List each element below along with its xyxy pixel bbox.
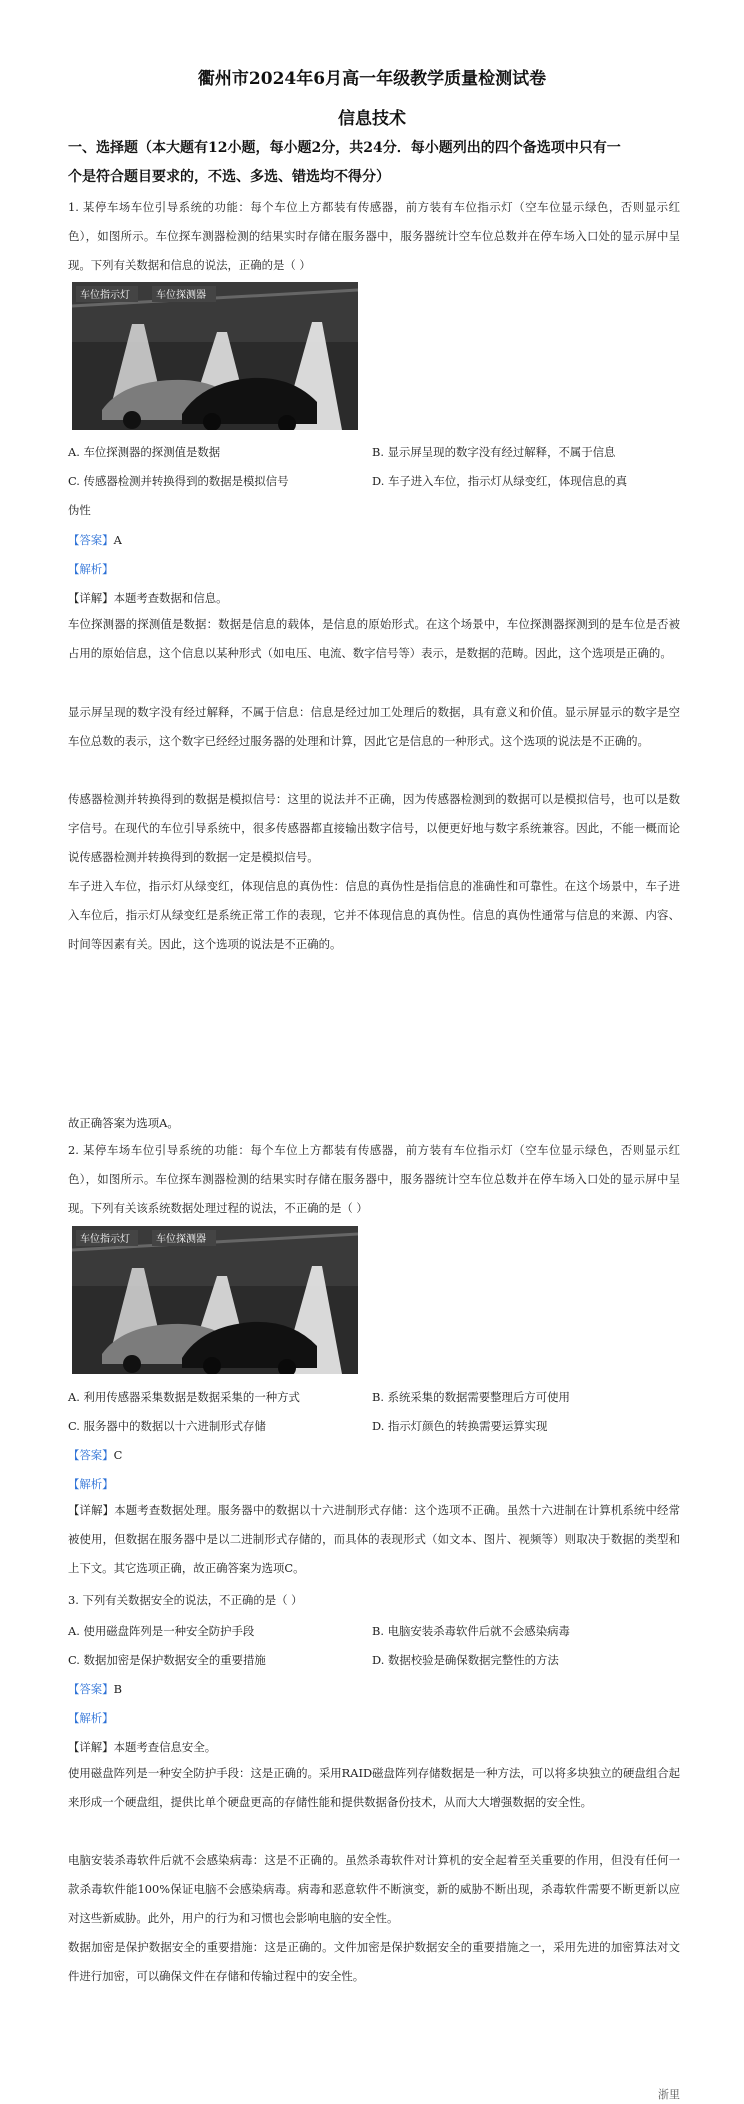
q3-answer [68,1679,122,1699]
q2-parking-illustration [72,1226,358,1374]
q1-option-d: D. 车子进入车位，指示灯从绿变红，体现信息的真 [372,474,628,488]
q1-answer-value: A [113,533,122,547]
q3-explanation-3: 数据加密是保护数据安全的重要措施：这是正确的。文件加密是保护数据安全的重要措施之一，采用先进的加密算法对文件进行加密，可以确保文件在存储和传输过程中的安全性。 [68,1940,680,1983]
q1-conclusion: 故正确答案为选项A。 [68,1116,179,1130]
q1-detail-label: 【详解】 [68,591,114,605]
q3-answer-label: 【答案】 [68,1682,114,1696]
footer-corner-text: 浙里 [658,2088,680,2101]
q1-option-d-cont: 伪性 [68,503,91,517]
q3-analysis-label: 【解析】 [68,1711,114,1725]
q1-analysis-label: 【解析】 [68,562,114,576]
q1-answer [68,530,122,550]
q3-option-b: B. 电脑安装杀毒软件后就不会感染病毒 [372,1624,570,1638]
q2-parking-figure [72,1226,358,1374]
q2-detail [68,1496,680,1583]
q3-option-a: A. 使用磁盘阵列是一种安全防护手段 [68,1624,255,1638]
q1-explanation-2: 显示屏呈现的数字没有经过解释，不属于信息：信息是经过加工处理后的数据，具有意义和价值。显示屏显示的数字是空车位总数的表示，这个数字已经经过服务器的处理和计算，因此它是信息的一种形式。这个选项的说法是不正确的。 [68,705,680,748]
q1-answer-label: 【答案】 [68,533,114,547]
q2-answer-value: C [113,1448,123,1462]
q3-option-d: D. 数据校验是确保数据完整性的方法 [372,1653,559,1667]
q2-answer [68,1445,122,1465]
q1-option-c: C. 传感器检测并转换得到的数据是模拟信号 [68,474,289,488]
q1-figure-label-indicator: 车位指示灯 [80,290,130,301]
section-heading-line2: 个是符合题目要求的，不选、多选、错选均不得分） [68,169,390,185]
q2-option-b: B. 系统采集的数据需要整理后方可使用 [372,1390,570,1404]
q1-option-a: A. 车位探测器的探测值是数据 [68,445,221,459]
q3-explanation-2: 电脑安装杀毒软件后就不会感染病毒：这是不正确的。虽然杀毒软件对计算机的安全起着至关重要的作用，但没有任何一款杀毒软件能100%保证电脑不会感染病毒。病毒和恶意软件不断演变，新的威胁不断出现，杀毒软件需要不断更新以应对这些新威胁。此外，用户的行为和习惯也会影响电脑的安全性。 [68,1853,680,1925]
section-heading [68,134,688,192]
q3-detail [68,1737,216,1757]
q1-figure-label-detector: 车位探测器 [156,290,206,301]
q2-figure-label-indicator: 车位指示灯 [80,1234,130,1245]
q2-detail-label: 【详解】 [68,1503,115,1517]
q2-option-d: D. 指示灯颜色的转换需要运算实现 [372,1419,548,1433]
q1-stem: 1. 某停车场车位引导系统的功能：每个车位上方都装有传感器，前方装有车位指示灯（空车位显示绿色，否则显示红色），如图所示。车位探车测器检测的结果实时存储在服务器中，服务器统计空车位总数并在停车场入口处的显示屏中呈现。下列有关数据和信息的说法，正确的是（ ） [68,200,680,272]
page-subtitle: 信息技术 [338,109,406,129]
q3-option-c: C. 数据加密是保护数据安全的重要措施 [68,1653,266,1667]
q1-parking-figure [72,282,358,430]
q3-explanation-1: 使用磁盘阵列是一种安全防护手段：这是正确的。采用RAID磁盘阵列存储数据是一种方法，可以将多块独立的硬盘组合起来形成一个硬盘组，提供比单个硬盘更高的存储性能和提供数据备份技术，从而大大增强数据的安全性。 [68,1766,680,1809]
q3-stem: 3. 下列有关数据安全的说法，不正确的是（ ） [68,1593,303,1607]
q1-option-b: B. 显示屏呈现的数字没有经过解释，不属于信息 [372,445,616,459]
q3-answer-value: B [113,1682,122,1696]
q1-explanation-3: 传感器检测并转换得到的数据是模拟信号：这里的说法并不正确，因为传感器检测到的数据可以是模拟信号，也可以是数字信号。在现代的车位引导系统中，很多传感器都直接输出数字信号，以便更好地与数字系统兼容。因此，不能一概而论说传感器检测并转换得到的数据一定是模拟信号。 [68,792,680,864]
q2-option-c: C. 服务器中的数据以十六进制形式存储 [68,1419,266,1433]
q2-figure-label-detector: 车位探测器 [156,1234,206,1245]
q1-detail [68,588,228,608]
section-heading-line1: 一、选择题（本大题有12小题，每小题2分，共24分．每小题列出的四个备选项中只有一 [68,140,621,156]
q1-parking-illustration [72,282,358,430]
q1-explanation-1: 车位探测器的探测值是数据：数据是信息的载体，是信息的原始形式。在这个场景中，车位探测器探测到的是车位是否被占用的原始信息，这个信息以某种形式（如电压、电流、数字信号等）表示，是数据的范畴。因此，这个选项是正确的。 [68,617,680,660]
page-title: 衢州市2024年6月高一年级教学质量检测试卷 [197,69,547,89]
q1-detail-text: 本题考查数据和信息。 [113,591,228,605]
q2-option-a: A. 利用传感器采集数据是数据采集的一种方式 [68,1390,300,1404]
q2-detail-text: 本题考查数据处理。服务器中的数据以十六进制形式存储：这个选项不正确。虽然十六进制在计算机系统中经常被使用，但数据在服务器中是以二进制形式存储的，而具体的表现形式（如文本、图片、视频等）则取决于数据的类型和上下文。其它选项正确，故正确答案为选项C。 [68,1503,680,1575]
q1-explanation-4: 车子进入车位，指示灯从绿变红，体现信息的真伪性：信息的真伪性是指信息的准确性和可靠性。在这个场景中，车子进入车位后，指示灯从绿变红是系统正常工作的表现，它并不体现信息的真伪性。信息的真伪性通常与信息的来源、内容、时间等因素有关。因此，这个选项的说法是不正确的。 [68,879,680,951]
q3-detail-text: 本题考查信息安全。 [113,1740,217,1754]
q3-detail-label: 【详解】 [68,1740,114,1754]
q2-stem: 2. 某停车场车位引导系统的功能：每个车位上方都装有传感器，前方装有车位指示灯（空车位显示绿色，否则显示红色），如图所示。车位探车测器检测的结果实时存储在服务器中，服务器统计空车位总数并在停车场入口处的显示屏中呈现。下列有关该系统数据处理过程的说法，不正确的是（ ） [68,1143,680,1215]
q2-answer-label: 【答案】 [68,1448,114,1462]
q2-analysis-label: 【解析】 [68,1477,114,1491]
